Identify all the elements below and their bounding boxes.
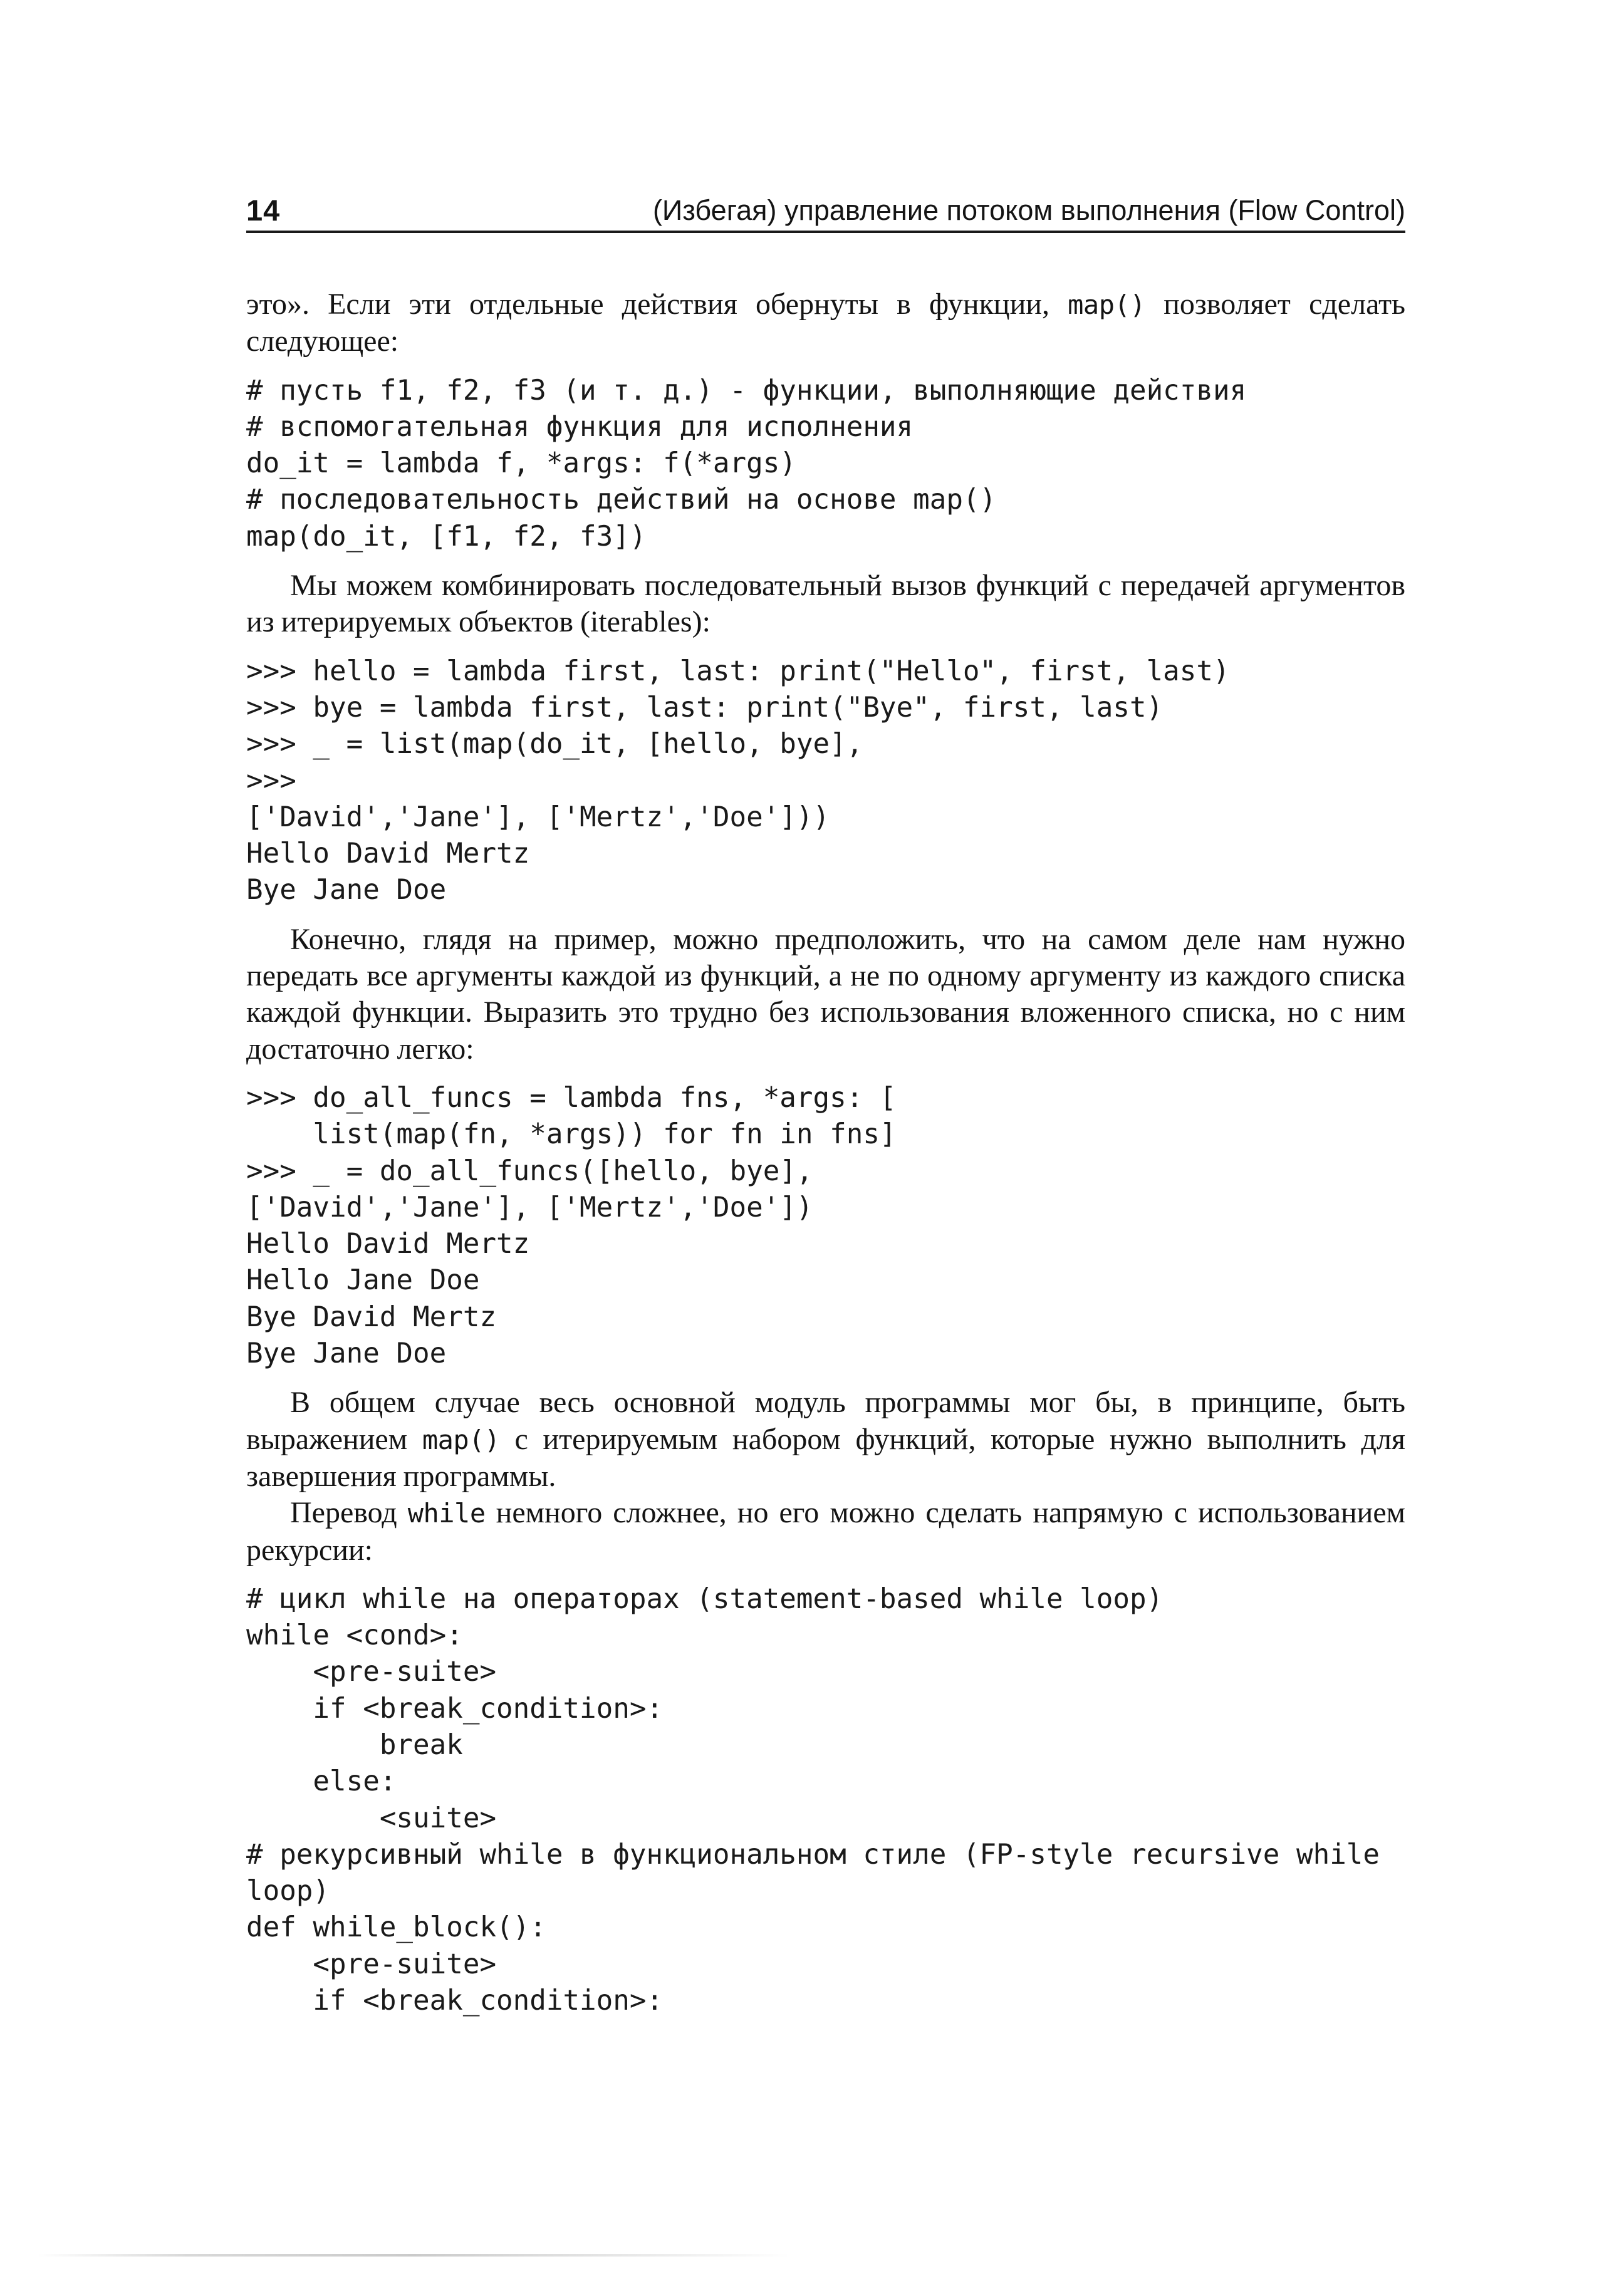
code-line: >>> _ = do_all_funcs([hello, bye],: [246, 1155, 813, 1187]
inline-code-while: while: [407, 1498, 486, 1529]
code-line: >>> hello = lambda first, last: print("Hello", first, last): [246, 655, 1230, 687]
inline-code-map: map(): [1068, 289, 1146, 320]
scan-artifact: [38, 2254, 789, 2257]
book-page: [246, 192, 1405, 2032]
code-line: # вспомогательная функция для исполнения: [246, 410, 914, 443]
code-line: # цикл while на операторах (statement-based while loop): [246, 1582, 1163, 1615]
code-line: map(do_it, [f1, f2, f3]): [246, 520, 647, 553]
code-line: # последовательность действий на основе map(): [246, 484, 997, 516]
code-block-hello-bye: [246, 653, 1405, 909]
code-line: break: [246, 1728, 463, 1761]
paragraph-combine-calls: Мы можем комбинировать последовательный вызов функций с передачей аргументов из итерируемых объектов (iterables):: [246, 569, 1405, 639]
code-line: >>> do_all_funcs = lambda fns, *args: [: [246, 1081, 897, 1114]
code-block-do-all-funcs: [246, 1080, 1405, 1372]
code-line: >>> _ = list(map(do_it, [hello, bye],: [246, 728, 863, 761]
paragraph-text: немного сложнее, но его можно сделать напрямую с использованием рекурсии:: [246, 1496, 1406, 1567]
code-line: while <cond>:: [246, 1619, 463, 1652]
code-line: <suite>: [246, 1802, 497, 1834]
paragraph-text: это». Если эти отдельные действия обернуты в функции,: [246, 288, 1068, 321]
paragraph-text: с итерируемым набором функций, которые нужно выполнить для завершения программы.: [246, 1422, 1405, 1493]
code-output-line: Hello Jane Doe: [246, 1264, 480, 1297]
inline-code-map: map(): [422, 1424, 500, 1455]
code-line: ['David','Jane'], ['Mertz','Doe'])): [246, 801, 830, 833]
paragraph-while-translation: [246, 1495, 1405, 1569]
code-line: <pre-suite>: [246, 1948, 497, 1980]
paragraph-text: позволяет сделать следующее:: [246, 288, 1405, 358]
code-output-line: Bye Jane Doe: [246, 874, 447, 906]
code-line: # пусть f1, f2, f3 (и т. д.) - функции, выполняющие действия: [246, 374, 1247, 407]
paragraph-text: В общем случае весь основной модуль программы мог бы, в принципе, быть выражением: [246, 1386, 1405, 1456]
code-line: if <break_condition>:: [246, 1692, 664, 1725]
code-block-while-loop: [246, 1581, 1405, 2020]
code-line: if <break_condition>:: [246, 1985, 664, 2017]
code-line: else:: [246, 1765, 397, 1798]
code-line: def while_block():: [246, 1911, 546, 1944]
code-line: # рекурсивный while в функциональном стиле (FP-style recursive while: [246, 1838, 1380, 1871]
code-line: <pre-suite>: [246, 1656, 497, 1688]
paragraph-main-module: [246, 1384, 1405, 1495]
code-line: list(map(fn, *args)) for fn in fns]: [246, 1118, 897, 1151]
running-header: [246, 192, 1405, 233]
paragraph-nested-list: Конечно, глядя на пример, можно предположить, что на самом деле нам нужно передать все аргументы каждой из функций, а не по одному аргументу из каждого списка каждой функции. Выразить это трудно без использования вложенного списка, но с ним достаточно легко:: [246, 922, 1405, 1066]
code-output-line: Bye David Mertz: [246, 1301, 497, 1333]
code-output-line: Hello David Mertz: [246, 838, 530, 870]
code-line: ['David','Jane'], ['Mertz','Doe']): [246, 1191, 813, 1223]
page-body: [246, 286, 1405, 2019]
code-block-map-actions: [246, 373, 1405, 555]
paragraph-text: Перевод: [290, 1496, 408, 1530]
code-line: >>> bye = lambda first, last: print("Bye", first, last): [246, 691, 1163, 724]
code-output-line: Hello David Mertz: [246, 1228, 530, 1260]
chapter-title: (Избегая) управление потоком выполнения (Flow Control): [652, 194, 1405, 226]
code-line: do_it = lambda f, *args: f(*args): [246, 447, 796, 480]
code-output-line: Bye Jane Doe: [246, 1338, 447, 1370]
paragraph-continuation: [246, 286, 1405, 360]
code-line: >>>: [246, 764, 296, 797]
page-number: 14: [246, 194, 281, 227]
code-line: loop): [246, 1875, 330, 1908]
